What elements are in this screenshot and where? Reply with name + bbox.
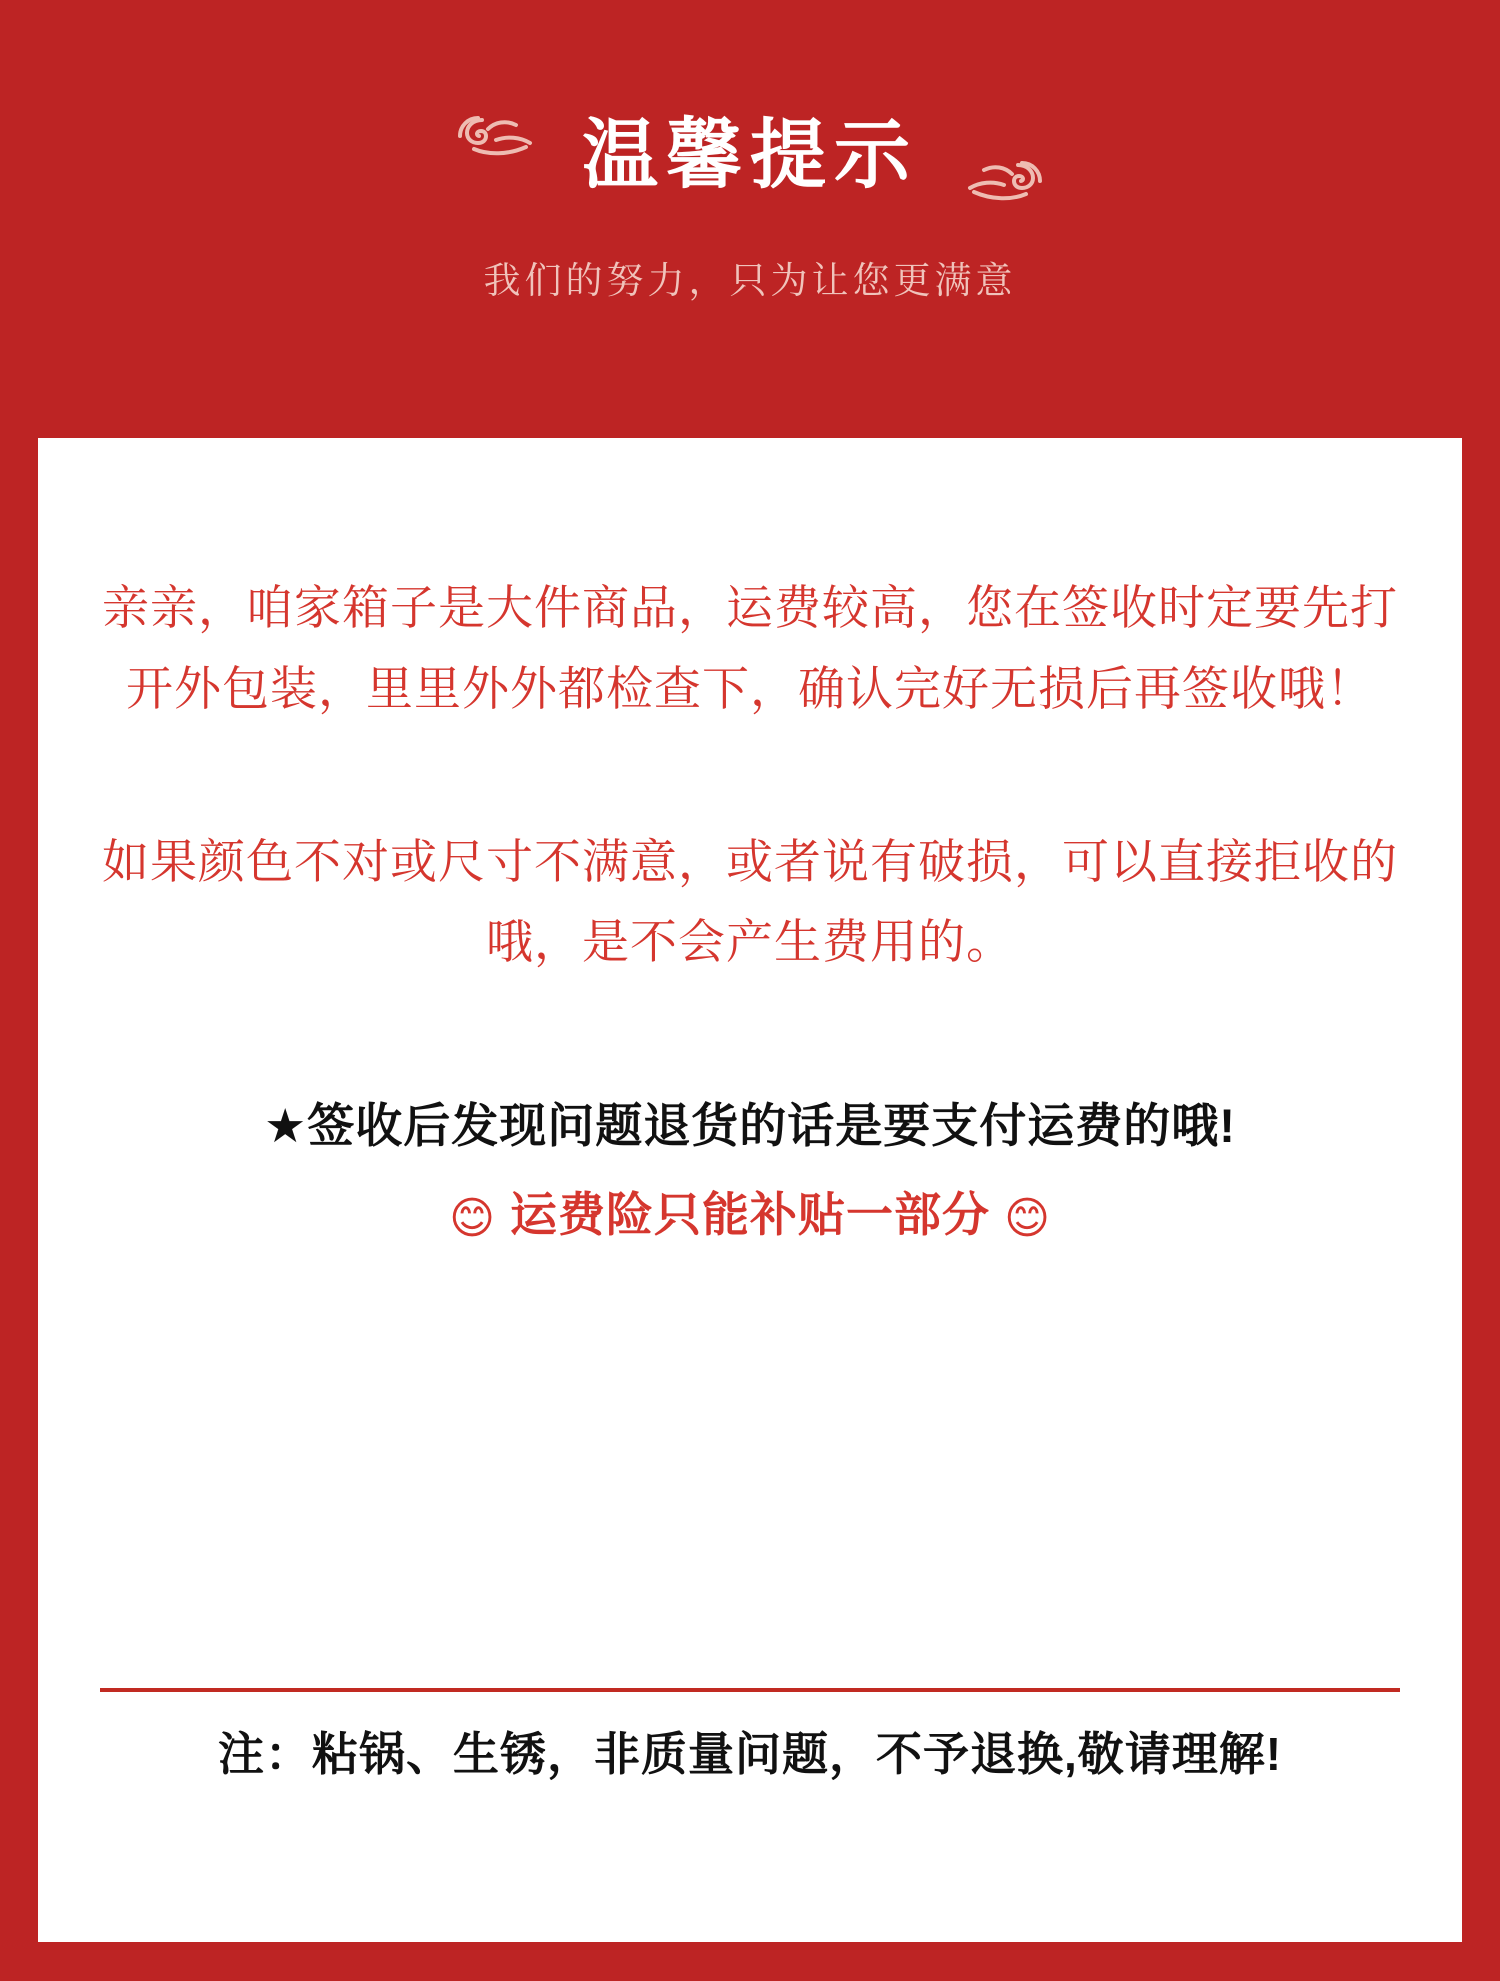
footer-note-text: 注：粘锅、生锈，非质量问题，不予退换,敬请理解! [217,1728,1283,1780]
notice-paragraph-1: 亲亲，咱家箱子是大件商品，运费较高，您在签收时定要先打开外包装，里里外外都检查下，确认完好无损后再签收哦！ [102,581,1398,715]
cloud-swirl-icon [936,151,1048,209]
highlight-block [100,1091,1400,1252]
highlight-line-1: ★签收后发现问题退货的话是要支付运费的哦! [264,1099,1236,1153]
footer-note [100,1688,1400,1784]
notice-card [38,438,1462,1942]
divider [100,1688,1400,1692]
highlight-line-2 [100,1180,1400,1252]
header [0,0,1500,304]
highlight-line-2-text: 运费险只能补贴一部分 [510,1187,990,1241]
smiling-face-icon: 😊 [449,1193,496,1243]
cloud-swirl-icon [452,106,564,164]
smiling-face-icon: 😊 [1004,1193,1051,1243]
page-subtitle: 我们的努力，只为让您更满意 [483,260,1017,301]
notice-paragraph-2: 如果颜色不对或尺寸不满意，或者说有破损，可以直接拒收的哦，是不会产生费用的。 [102,834,1398,969]
title-row [0,96,1500,216]
page-title: 温馨提示 [582,113,918,198]
